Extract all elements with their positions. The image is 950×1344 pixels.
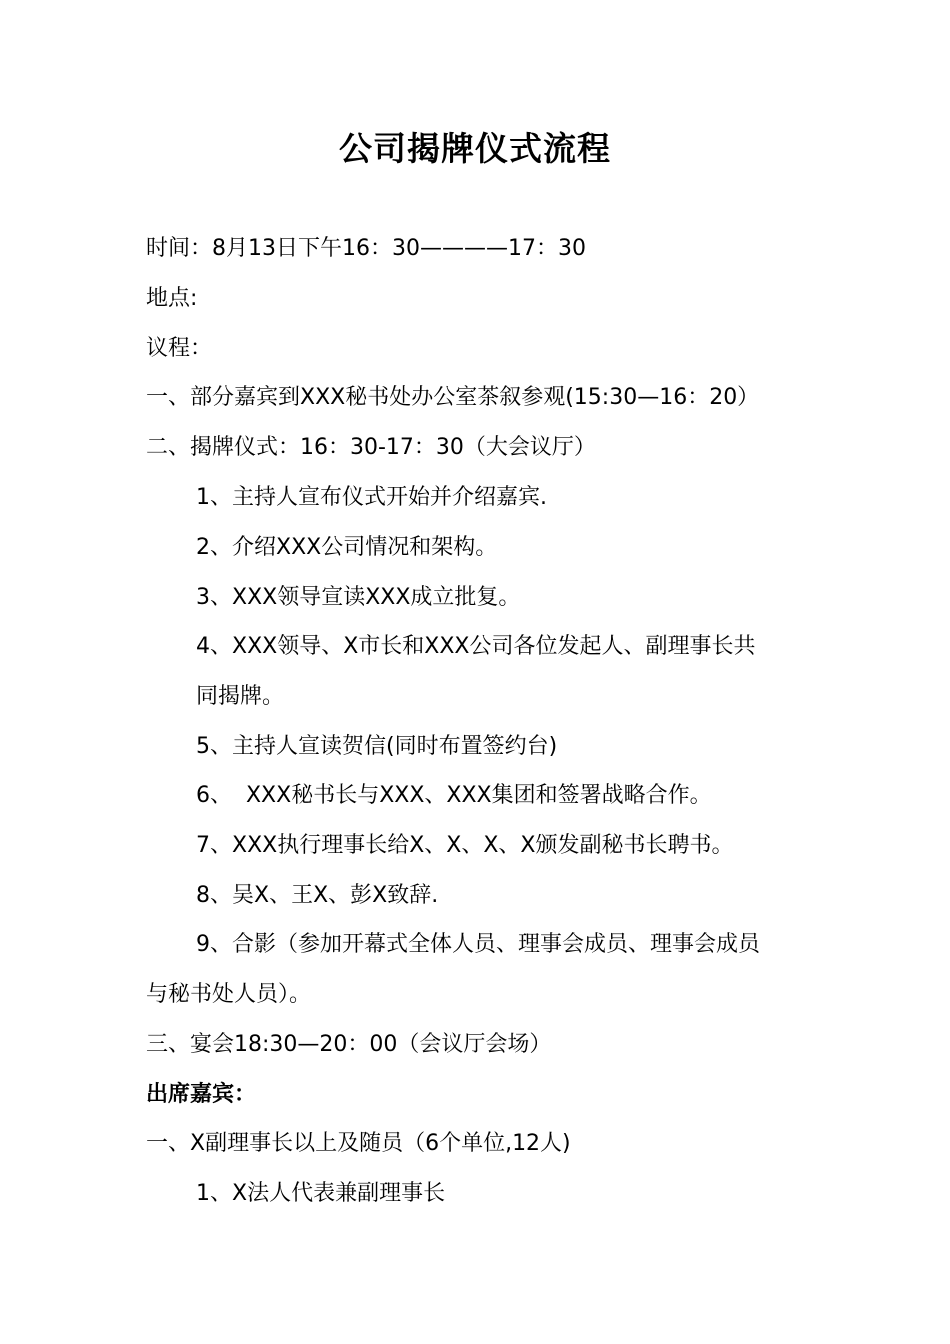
guests-group-1: 一、X副理事长以上及随员（6个单位,12人) bbox=[146, 1131, 571, 1156]
agenda-section-1: 一、部分嘉宾到XXX秘书处办公室茶叙参观(15:30—16：20） bbox=[146, 385, 760, 410]
agenda-step-1: 1、主持人宣布仪式开始并介绍嘉宾. bbox=[196, 485, 547, 510]
guests-item-1: 1、X法人代表兼副理事长 bbox=[196, 1181, 446, 1206]
agenda-step-7: 7、XXX执行理事长给X、X、X、X颁发副秘书长聘书。 bbox=[196, 833, 734, 858]
event-place: 地点: bbox=[146, 286, 198, 311]
agenda-step-5: 5、主持人宣读贺信(同时布置签约台) bbox=[196, 734, 558, 759]
agenda-step-6: 6、 XXX秘书长与XXX、XXX集团和签署战略合作。 bbox=[196, 783, 712, 808]
agenda-label: 议程： bbox=[146, 336, 213, 361]
agenda-step-2: 2、介绍XXX公司情况和架构。 bbox=[196, 535, 498, 560]
agenda-step-4: 4、XXX领导、X市长和XXX公司各位发起人、副理事长共 bbox=[196, 634, 756, 659]
agenda-step-9-continued: 与秘书处人员）。 bbox=[146, 982, 312, 1007]
agenda-step-9: 9、合影（参加开幕式全体人员、理事会成员、理事会成员 bbox=[196, 932, 760, 957]
agenda-section-3: 三、宴会18:30—20：00（会议厅会场） bbox=[146, 1032, 552, 1057]
event-time: 时间：8月13日下午16：30————17：30 bbox=[146, 236, 586, 261]
agenda-step-4-continued: 同揭牌。 bbox=[196, 684, 285, 709]
guests-heading: 出席嘉宾： bbox=[146, 1082, 257, 1107]
agenda-step-8: 8、吴X、王X、彭X致辞. bbox=[196, 883, 439, 908]
document-title: 公司揭牌仪式流程 bbox=[339, 129, 611, 168]
agenda-step-3: 3、XXX领导宣读XXX成立批复。 bbox=[196, 585, 521, 610]
agenda-section-2: 二、揭牌仪式：16：30-17：30（大会议厅） bbox=[146, 435, 596, 460]
